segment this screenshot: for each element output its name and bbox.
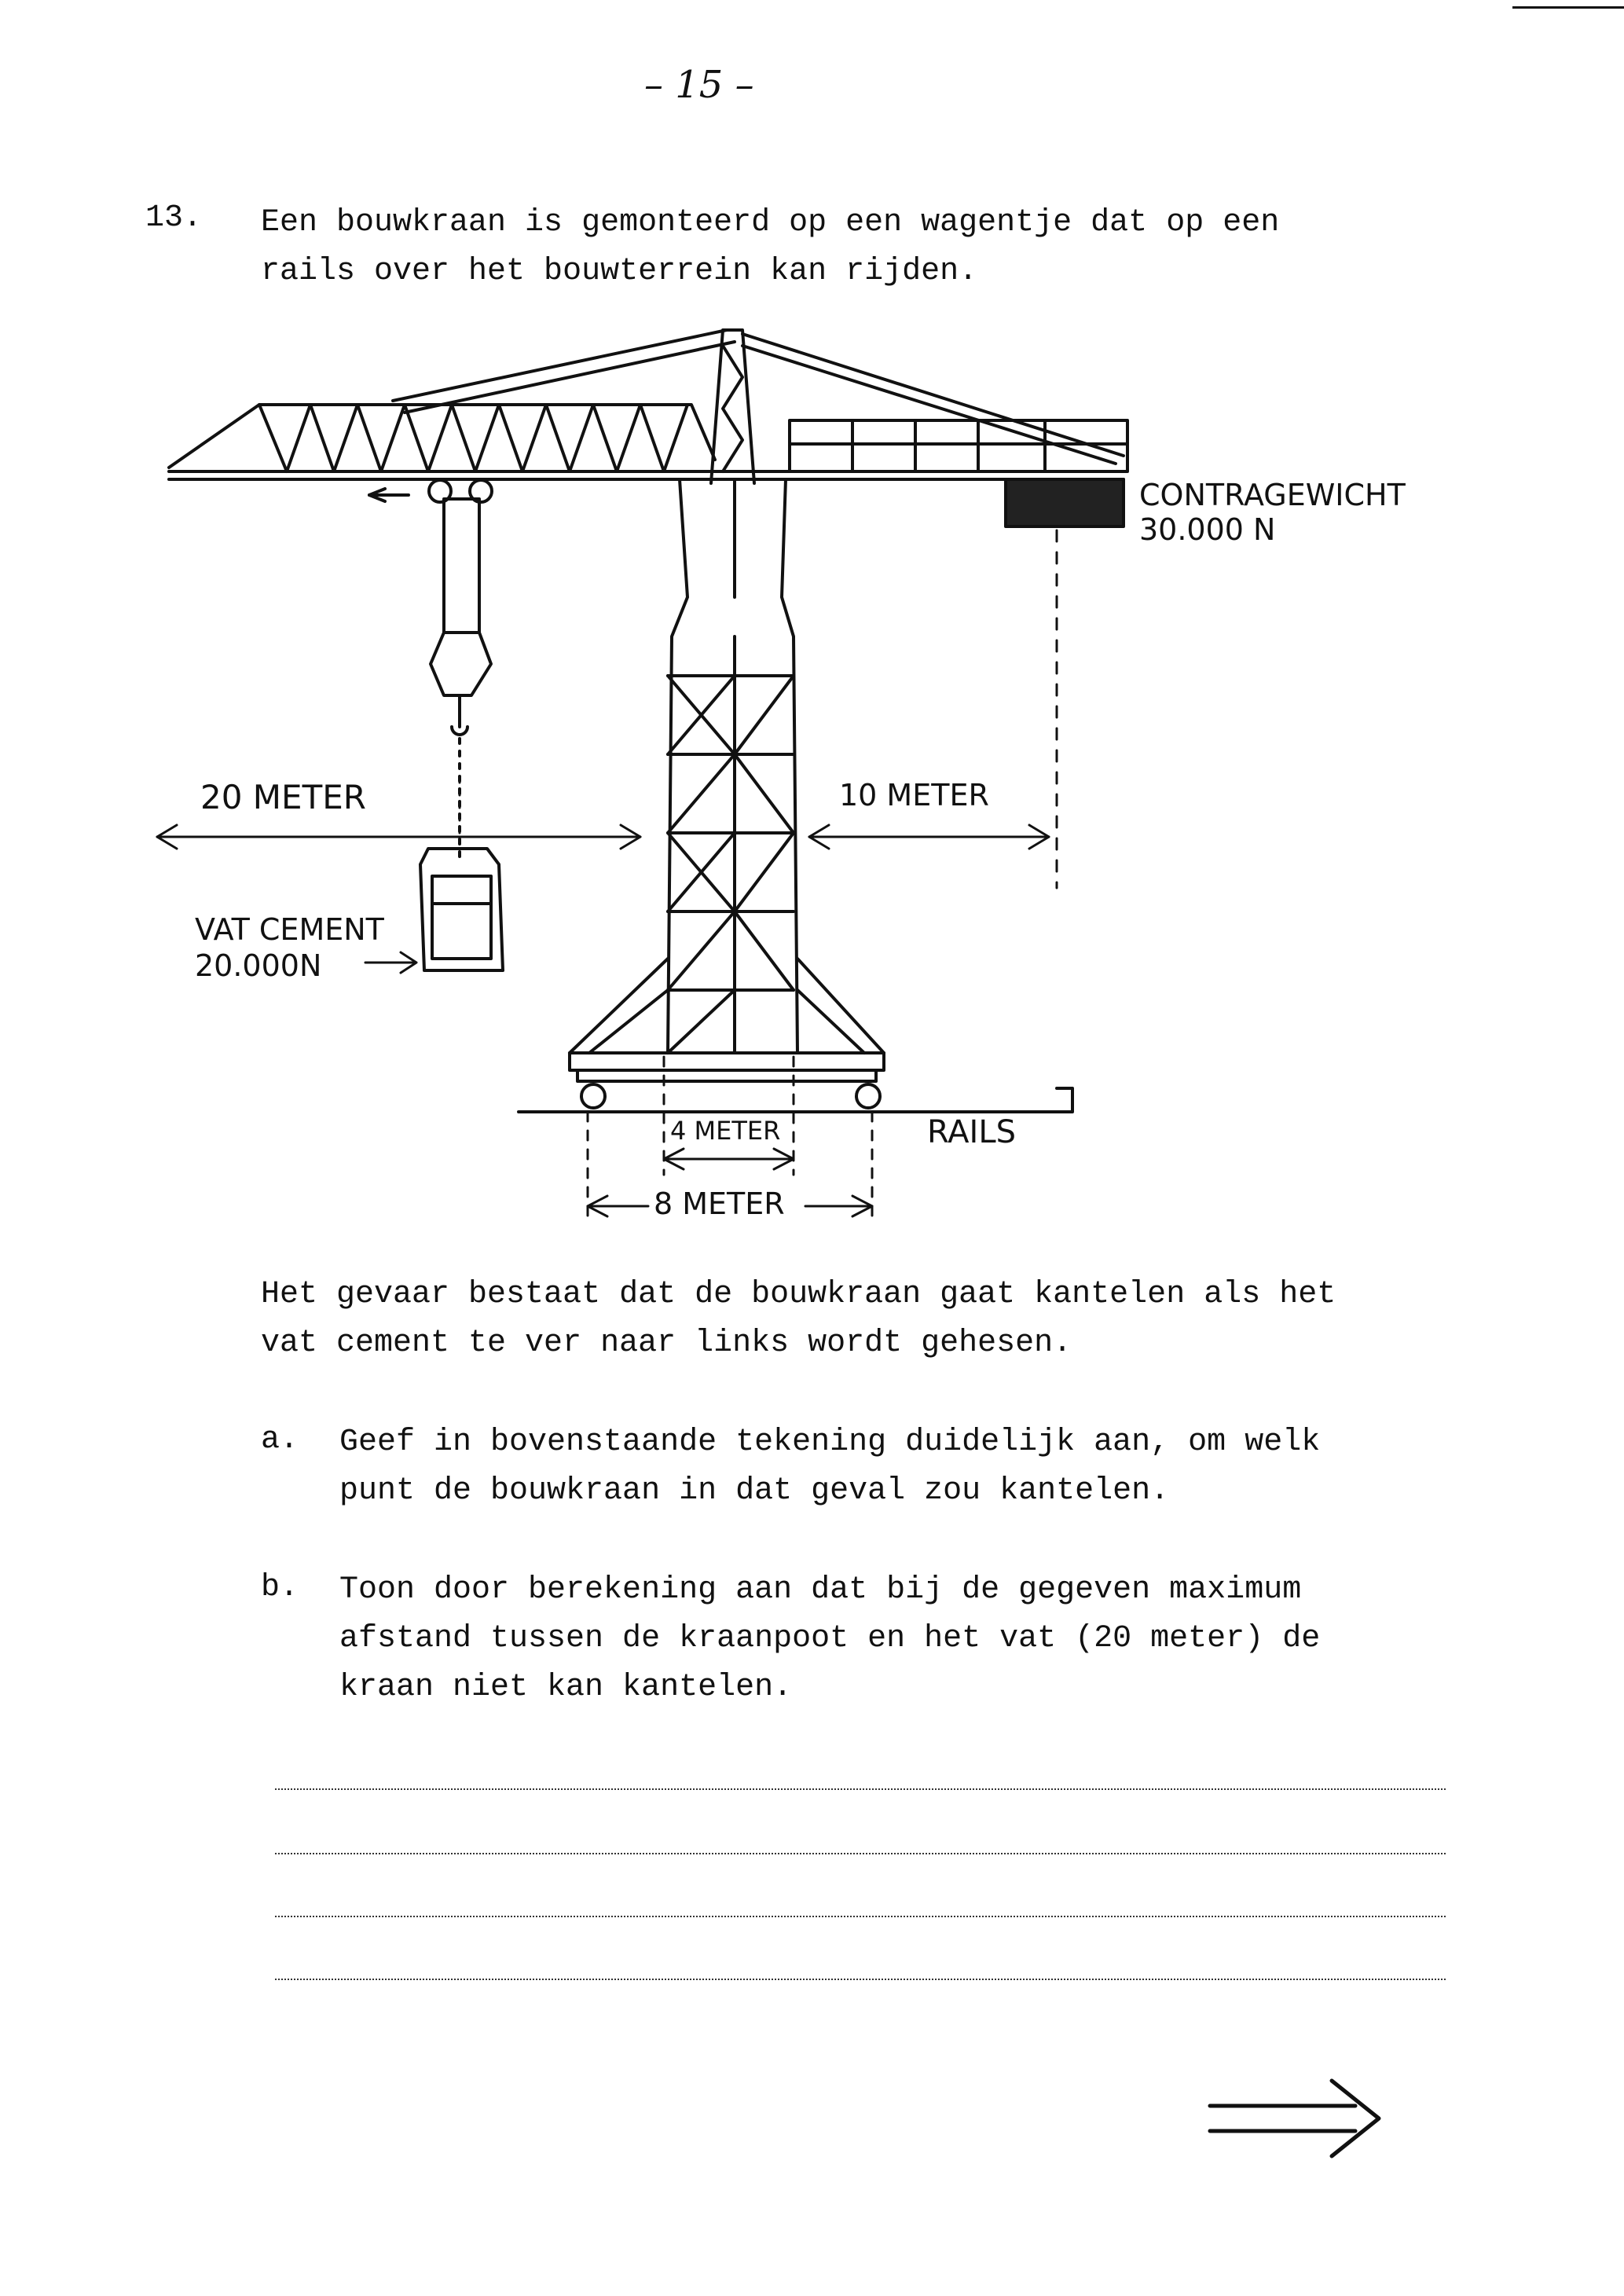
- answer-line[interactable]: [275, 1788, 1446, 1790]
- cement-bucket: [420, 849, 503, 970]
- base-outer-label: 8 METER: [654, 1187, 785, 1221]
- item-a-label: a.: [261, 1422, 299, 1458]
- distance-left-label: 20 METER: [200, 778, 366, 816]
- question-intro: Een bouwkraan is gemonteerd op een wagentje dat op een rails over het bouwterrein kan rijden.: [261, 205, 1280, 289]
- item-a-text: Geef in bovenstaande tekening duidelijk aan, om welk punt de bouwkraan in dat geval zou kantelen.: [339, 1425, 1321, 1509]
- load-label: VAT CEMENT 20.000N: [195, 912, 384, 983]
- trolley-hoist: [369, 480, 492, 864]
- answer-line[interactable]: [275, 1853, 1446, 1854]
- crane-mast: [668, 479, 797, 1053]
- crane-base: [570, 959, 884, 1108]
- crane-figure: [0, 299, 1624, 1257]
- crane-jib: [169, 405, 1127, 479]
- base-inner-label: 4 METER: [670, 1116, 781, 1146]
- page-number: – 15 –: [644, 63, 754, 107]
- crane-top: [393, 330, 1124, 483]
- next-page-arrow-icon: [1206, 2074, 1387, 2161]
- answer-line[interactable]: [275, 1979, 1446, 1980]
- item-b-label: b.: [261, 1570, 299, 1605]
- distance-right-label: 10 METER: [839, 778, 989, 812]
- risk-text: Het gevaar bestaat dat de bouwkraan gaat kantelen als het vat cement te ver naar links wordt gehesen.: [261, 1277, 1336, 1361]
- answer-line[interactable]: [275, 1916, 1446, 1917]
- item-b-text: Toon door berekening aan dat bij de gegeven maximum afstand tussen de kraanpoot en het vat (20 meter) de kraan niet kan kantelen.: [339, 1572, 1321, 1705]
- rails-label: RAILS: [927, 1114, 1017, 1150]
- dimension-10-meter: [809, 530, 1057, 888]
- rails-pointer: [1037, 1088, 1072, 1112]
- top-edge-rule: [1512, 6, 1624, 9]
- question-number: 13.: [145, 200, 203, 236]
- counterweight-block: [1006, 479, 1124, 526]
- counterweight-label: CONTRAGEWICHT 30.000 N: [1139, 478, 1406, 547]
